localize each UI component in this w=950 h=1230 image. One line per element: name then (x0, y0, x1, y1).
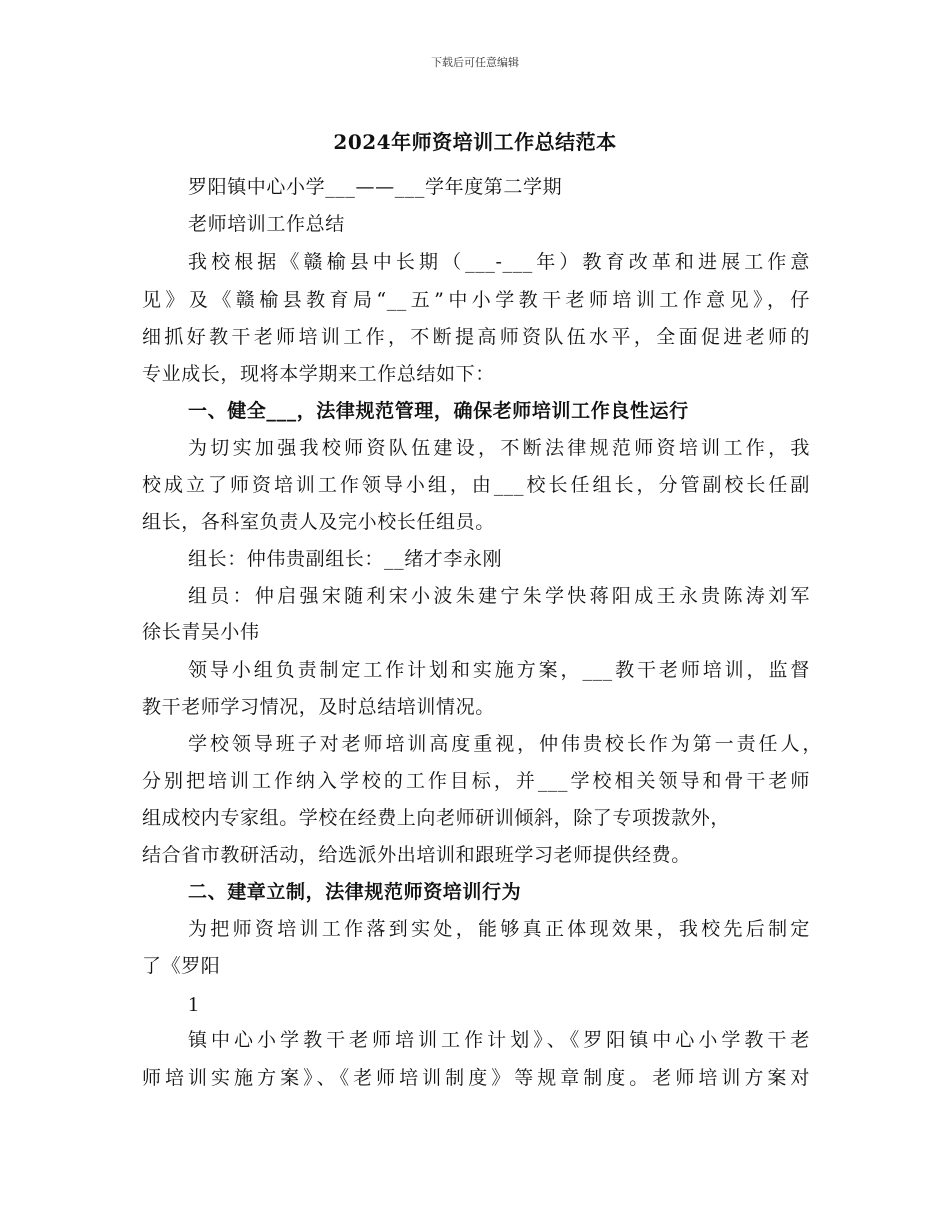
paragraph-line: 专业成长，现将本学期来工作总结如下： (142, 363, 495, 385)
paragraph-line: 结合省市教研活动，给选派外出培训和跟班学习老师提供经费。 (142, 844, 691, 866)
paragraph-line: 组长，各科室负责人及完小校长任组员。 (142, 511, 495, 533)
paragraph-line: 罗阳镇中心小学___——___学年度第二学期 (188, 176, 563, 198)
paragraph-line: 领导小组负责制定工作计划和实施方案，___教干老师培训，监督 (188, 659, 810, 681)
paragraph-line: 组长：仲伟贵副组长：__绪才李永刚 (188, 548, 503, 570)
paragraph-line: 老师培训工作总结 (188, 213, 345, 235)
section-heading: 二、建章立制，法律规范师资培训行为 (188, 881, 522, 903)
document-title: 2024年师资培训工作总结范本 (333, 130, 617, 154)
paragraph-line: 校成立了师资培训工作领导小组，由___校长任组长，分管副校长任副 (142, 474, 810, 496)
paragraph-line: 细抓好教干老师培训工作，不断提高师资队伍水平，全面促进老师的 (142, 326, 810, 348)
paragraph-line: 分别把培训工作纳入学校的工作目标，并___学校相关领导和骨干老师 (142, 770, 810, 792)
paragraph-line: 了《罗阳 (142, 955, 221, 977)
paragraph-line: 镇中心小学教干老师培训工作计划》、《罗阳镇中心小学教干老 (188, 1029, 810, 1051)
paragraph-line: 见》及《赣榆县教育局“__五”中小学教干老师培训工作意见》，仔 (142, 289, 810, 311)
paragraph-line: 为切实加强我校师资队伍建设，不断法律规范师资培训工作，我 (188, 437, 810, 459)
paragraph-line: 教干老师学习情况，及时总结培训情况。 (142, 696, 495, 718)
paragraph-line: 组成校内专家组。学校在经费上向老师研训倾斜，除了专项拨款外， (142, 807, 731, 829)
paragraph-line: 学校领导班子对老师培训高度重视，仲伟贵校长作为第一责任人， (188, 733, 822, 755)
paragraph-line: 师培训实施方案》、《老师培训制度》等规章制度。老师培训方案对 (142, 1067, 810, 1089)
paragraph-line: 我校根据《赣榆县中长期（___-___年）教育改革和进展工作意 (188, 251, 810, 273)
section-heading: 一、健全___，法律规范管理，确保老师培训工作良性运行 (188, 400, 689, 422)
paragraph-line: 徐长青吴小伟 (142, 621, 260, 643)
paragraph-line: 为把师资培训工作落到实处，能够真正体现效果，我校先后制定 (188, 918, 810, 940)
page-number: 1 (188, 992, 199, 1016)
paragraph-line: 组员：仲启强宋随利宋小波朱建宁朱学快蒋阳成王永贵陈涛刘军 (188, 585, 810, 607)
header-note: 下载后可任意编辑 (431, 56, 519, 69)
